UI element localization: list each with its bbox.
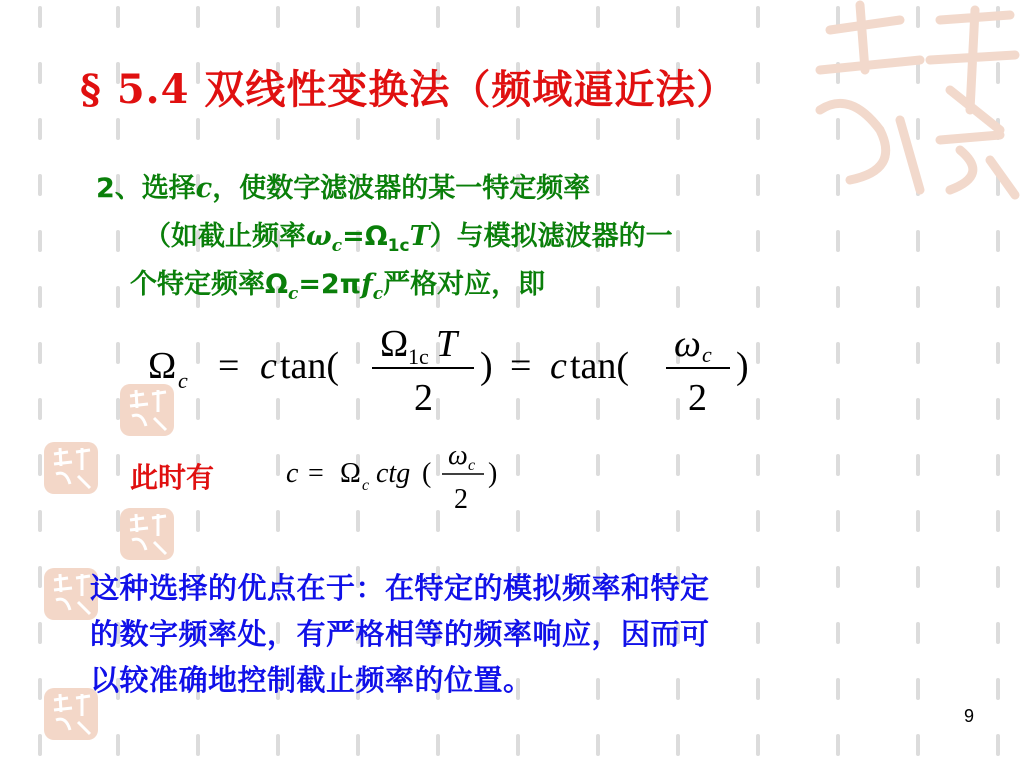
eq1-close1: ) — [480, 345, 493, 387]
conclusion-line2: 的数字频率处，有严格相等的频率响应，因而可 — [90, 617, 710, 651]
eq1-equals2: = — [510, 345, 532, 387]
point2-line1 — [96, 166, 590, 205]
page-number: 9 — [963, 706, 974, 726]
point2-T: T — [409, 221, 430, 252]
point2-line1-pre: 2、选择 — [96, 173, 196, 204]
eq2-open: ( — [422, 458, 432, 489]
eq2-omega: Ω — [340, 458, 361, 489]
point2-line3-omega-sub: c — [287, 284, 299, 304]
slide-title: § 5.4 双线性变换法（频域逼近法） — [80, 66, 738, 113]
eq1-lhs: Ω — [148, 345, 177, 387]
conclusion-line1: 这种选择的优点在于：在特定的模拟频率和特定 — [90, 571, 710, 605]
seal-icon — [118, 506, 176, 562]
eq1-close2: ) — [736, 345, 749, 387]
point2-eq: =Ω — [342, 221, 388, 252]
seal-icon — [42, 440, 100, 496]
eq1-num2-sub: c — [702, 342, 712, 367]
point2-omega: ω — [306, 221, 332, 252]
eq1-tan2: tan( — [570, 345, 630, 387]
equation-bilinear-mapping — [140, 318, 780, 418]
large-seal-icon — [790, 0, 1024, 200]
eq1-c1: c — [260, 345, 277, 387]
conclusion-line3: 以较准确地控制截止频率的位置。 — [90, 663, 533, 697]
eq1-tan1: tan( — [280, 345, 340, 387]
eq2-num: ω — [448, 440, 468, 471]
eq1-num1: Ω — [380, 323, 409, 365]
equation-c-constant — [280, 436, 520, 524]
eq1-den1: 2 — [414, 377, 433, 418]
eq2-omega-sub: c — [362, 477, 370, 494]
point2-line2-pre: （如截止频率 — [144, 221, 306, 252]
point2-line3 — [130, 262, 545, 304]
point2-omega-sub: c — [331, 236, 343, 256]
point2-omega1-sub: 1c — [387, 236, 410, 256]
eq1-lhs-sub: c — [178, 368, 188, 393]
point2-line3-pre: 个特定频率Ω — [130, 269, 288, 300]
point2-line3-post: 严格对应，即 — [383, 269, 546, 300]
eq2-ctg: ctg — [376, 458, 411, 489]
eq1-num1-sub: 1c — [408, 344, 429, 369]
eq1-equals1: = — [218, 345, 240, 387]
eq1-num2: ω — [674, 323, 701, 365]
eq2-lhs: c — [286, 458, 299, 489]
eq2-den: 2 — [454, 484, 468, 515]
eq2-close: ) — [488, 458, 498, 489]
point2-var-c: c — [195, 173, 213, 204]
eq1-num1-T: T — [436, 323, 458, 365]
eq1-den2: 2 — [688, 377, 707, 418]
point2-line2-post: ）与模拟滤波器的一 — [429, 221, 673, 252]
eq1-c2: c — [550, 345, 567, 387]
label-cishi: 此时有 — [130, 461, 215, 494]
eq2-equals: = — [308, 458, 324, 489]
point2-line3-f-sub: c — [372, 284, 384, 304]
point2-line1-post: ，使数字滤波器的某一特定频率 — [212, 173, 591, 204]
point2-line2 — [144, 214, 673, 256]
point2-line3-f: f — [361, 269, 373, 300]
eq2-num-sub: c — [468, 457, 476, 474]
point2-line3-eq: =2π — [298, 269, 362, 300]
